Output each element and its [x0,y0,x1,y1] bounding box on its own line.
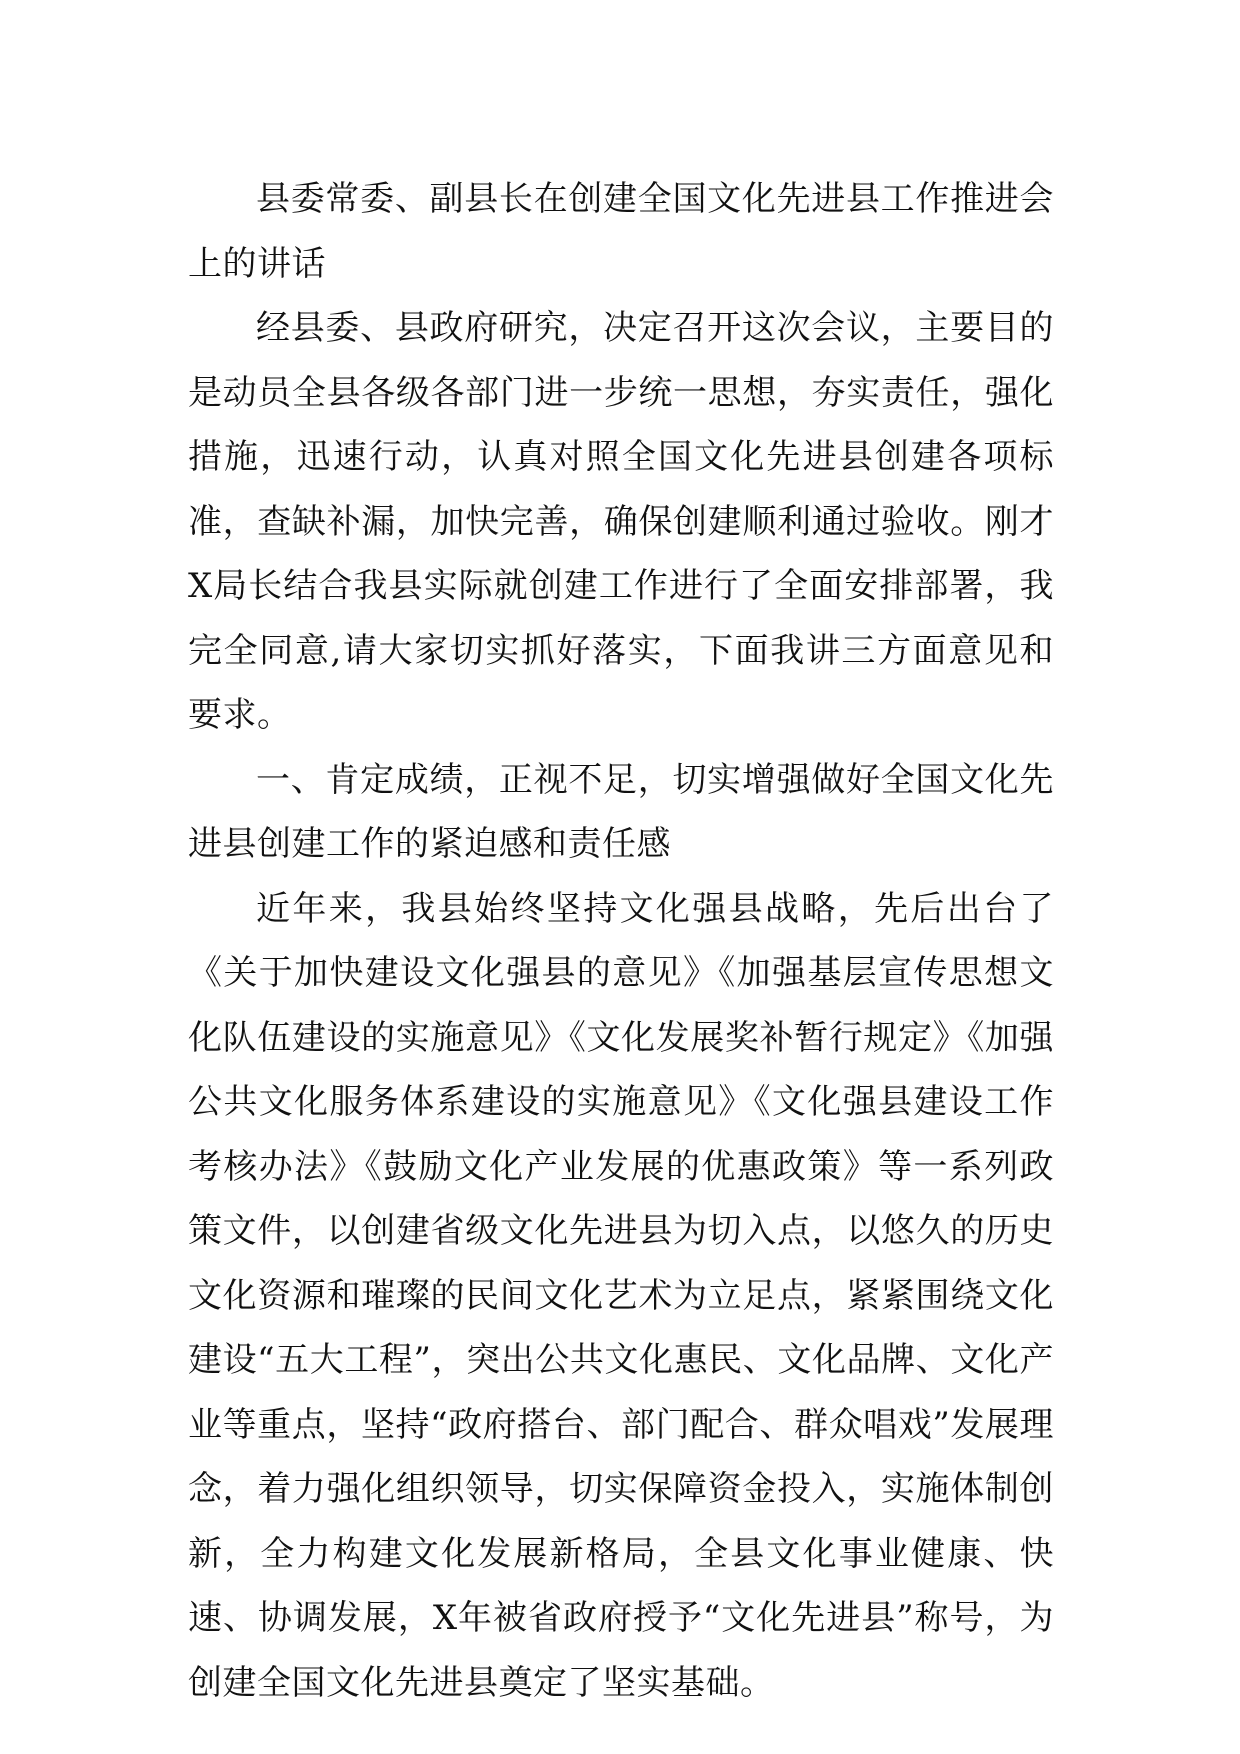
section-heading-1: 一、肯定成绩，正视不足，切实增强做好全国文化先进县创建工作的紧迫感和责任感 [188,759,1054,864]
document-title: 县委常委、副县长在创建全国文化先进县工作推进会上的讲话 [188,179,1054,284]
paragraph-achievements: 近年来，我县始终坚持文化强县战略，先后出台了《关于加快建设文化强县的意见》《加强基层宣传思想文化队伍建设的实施意见》《文化发展奖补暂行规定》《加强公共文化服务体系建设的实施意见》《文化强县建设工作考核办法》《鼓励文化产业发展的优惠政策》等一系列政策文件，以创建省级文化先进县为切入点，以悠久的历史文化资源和璀璨的民间文化艺术为立足点，紧紧围绕文化建设“五大工程”，突出公共文化惠民、文化品牌、文化产业等重点，坚持“政府搭台、部门配合、群众唱戏”发展理念，着力强化组织领导，切实保障资金投入，实施体制创新，全力构建文化发展新格局，全县文化事业健康、快速、协调发展，X年被省政府授予“文化先进县”称号，为创建全国文化先进县奠定了坚实基础。 [188,888,1054,1703]
document-body [188,167,1054,1715]
paragraph-intro: 经县委、县政府研究，决定召开这次会议，主要目的是动员全县各级各部门进一步统一思想，夯实责任，强化措施，迅速行动，认真对照全国文化先进县创建各项标准，查缺补漏，加快完善，确保创建顺利通过验收。刚才X局长结合我县实际就创建工作进行了全面安排部署，我完全同意,请大家切实抓好落实，下面我讲三方面意见和要求。 [188,308,1054,735]
